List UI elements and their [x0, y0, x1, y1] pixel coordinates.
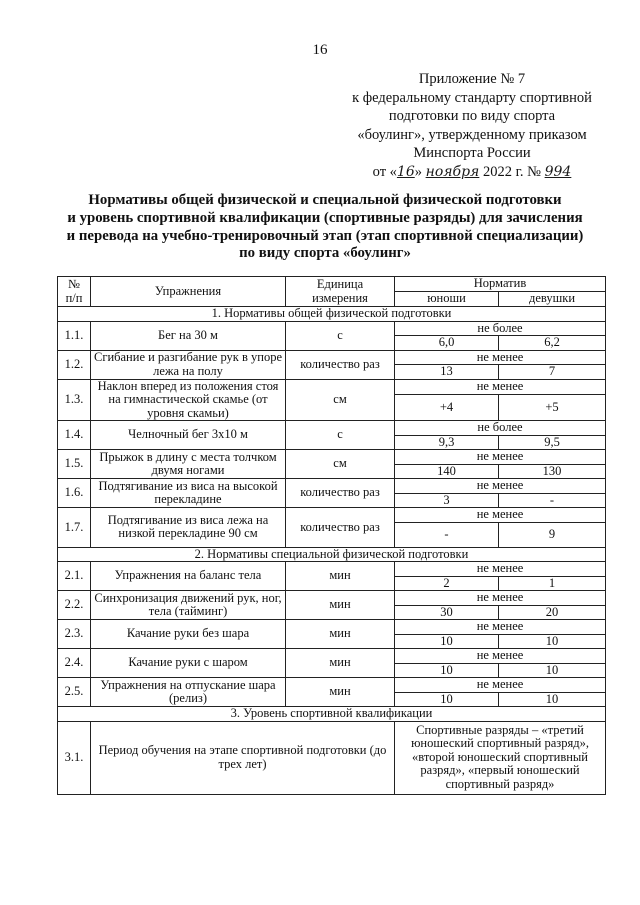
unit-cell: количество раз [286, 508, 395, 548]
girls-value: +5 [499, 394, 606, 420]
table-row [58, 450, 606, 465]
header-unit-line-1: Единица [316, 277, 364, 291]
exercise-name: Бег на 30 м [91, 321, 286, 350]
unit-cell: с [286, 421, 395, 450]
boys-value: - [395, 522, 499, 547]
header-num-line-1: № [68, 277, 80, 291]
row-number: 3.1. [58, 721, 91, 794]
exercise-name: Упражнения на баланс тела [91, 562, 286, 591]
table-row [58, 620, 606, 635]
header-norm: Норматив [395, 277, 606, 292]
girls-value: 9,5 [499, 435, 606, 450]
title-line-2: и уровень спортивной квалификации (спортивные разряды) для зачисления [67, 209, 583, 226]
row-number: 1.5. [58, 450, 91, 479]
title-line-3: и перевода на учебно-тренировочный этап (этап спортивной специализации) [66, 227, 584, 244]
header-exercise: Упражнения [91, 277, 286, 307]
appendix-line-3: подготовки по виду спорта [388, 108, 556, 125]
norms-table [57, 276, 606, 795]
unit-cell: см [286, 450, 395, 479]
table-row [58, 379, 606, 394]
boys-value: +4 [395, 394, 499, 420]
title-line-4: по виду спорта «боулинг» [239, 245, 411, 262]
exercise-name: Качание руки с шаром [91, 649, 286, 678]
appendix-line-5: Минспорта России [413, 145, 531, 162]
girls-value: 10 [499, 634, 606, 649]
boys-value: 9,3 [395, 435, 499, 450]
handwritten-month: ноября [425, 163, 480, 180]
appendix-line-4: «боулинг», утвержденному приказом [357, 126, 587, 143]
table-row [58, 479, 606, 494]
exercise-name: Качание руки без шара [91, 620, 286, 649]
exercise-name: Упражнения на отпускание шара (релиз) [91, 678, 286, 707]
boys-value: 10 [395, 692, 499, 707]
unit-cell: мин [286, 562, 395, 591]
table-row [58, 562, 606, 577]
boys-value: 30 [395, 605, 499, 620]
girls-value: 10 [499, 663, 606, 678]
table-row [58, 721, 606, 794]
girls-value: 6,2 [499, 336, 606, 351]
girls-value: - [499, 493, 606, 508]
unit-cell: мин [286, 649, 395, 678]
section-row [58, 307, 606, 322]
norm-condition: не менее [395, 620, 606, 635]
table-row [58, 649, 606, 664]
unit-cell: мин [286, 620, 395, 649]
exercise-name: Прыжок в длину с места толчком двумя ногами [91, 450, 286, 479]
exercise-name: Челночный бег 3х10 м [91, 421, 286, 450]
norm-condition: не менее [395, 649, 606, 664]
norm-condition: не менее [395, 350, 606, 365]
section-2-title: 2. Нормативы специальной физической подготовки [58, 547, 606, 562]
row-number: 2.1. [58, 562, 91, 591]
exercise-name: Подтягивание из виса лежа на низкой перекладине 90 см [91, 508, 286, 548]
boys-value: 6,0 [395, 336, 499, 351]
table-row [58, 591, 606, 606]
exercise-name: Синхронизация движений рук, ног, тела (тайминг) [91, 591, 286, 620]
header-num [58, 277, 91, 307]
row-number: 2.2. [58, 591, 91, 620]
header-boys: юноши [395, 292, 499, 307]
unit-cell: с [286, 321, 395, 350]
unit-cell: см [286, 379, 395, 421]
exercise-name: Наклон вперед из положения стоя на гимнастической скамье (от уровня скамьи) [91, 379, 286, 421]
exercise-name: Подтягивание из виса на высокой перекладине [91, 479, 286, 508]
girls-value: 20 [499, 605, 606, 620]
row-number: 1.2. [58, 350, 91, 379]
order-date-line [330, 163, 614, 182]
appendix-header [330, 70, 614, 182]
girls-value: 9 [499, 522, 606, 547]
boys-value: 2 [395, 576, 499, 591]
boys-value: 10 [395, 663, 499, 678]
unit-cell: количество раз [286, 479, 395, 508]
unit-cell: количество раз [286, 350, 395, 379]
norm-condition: не менее [395, 591, 606, 606]
girls-value: 130 [499, 464, 606, 479]
appendix-line-2: к федеральному стандарту спортивной [352, 89, 592, 106]
row-number: 1.6. [58, 479, 91, 508]
header-unit [286, 277, 395, 307]
boys-value: 10 [395, 634, 499, 649]
table-row [58, 678, 606, 693]
table-row [58, 321, 606, 336]
exercise-name: Сгибание и разгибание рук в упоре лежа на полу [91, 350, 286, 379]
qualification-ranks: Спортивные разряды – «третий юношеский спортивный разряд», «второй юношеский спортивный разряд», «первый юношеский спортивный разряд» [395, 721, 606, 794]
table-row [58, 350, 606, 365]
table-row [58, 421, 606, 436]
page-number: 16 [312, 42, 328, 58]
norm-condition: не менее [395, 379, 606, 394]
header-girls: девушки [499, 292, 606, 307]
girls-value: 1 [499, 576, 606, 591]
norm-condition: не менее [395, 678, 606, 693]
row-number: 1.3. [58, 379, 91, 421]
norm-condition: не менее [395, 562, 606, 577]
document-title [40, 192, 610, 263]
norm-condition: не менее [395, 450, 606, 465]
date-year: 2022 г. № [482, 163, 541, 180]
row-number: 1.4. [58, 421, 91, 450]
row-number: 2.3. [58, 620, 91, 649]
row-number: 1.7. [58, 508, 91, 548]
norm-condition: не более [395, 321, 606, 336]
date-prefix: от « [372, 163, 397, 180]
girls-value: 7 [499, 365, 606, 380]
unit-cell: мин [286, 591, 395, 620]
title-line-1: Нормативы общей физической и специальной физической подготовки [88, 192, 562, 208]
row-number: 2.4. [58, 649, 91, 678]
qualification-period: Период обучения на этапе спортивной подготовки (до трех лет) [91, 721, 395, 794]
section-row [58, 547, 606, 562]
section-row [58, 707, 606, 722]
header-row [58, 277, 606, 292]
unit-cell: мин [286, 678, 395, 707]
norm-condition: не менее [395, 508, 606, 523]
handwritten-order-number: 994 [544, 163, 572, 180]
boys-value: 3 [395, 493, 499, 508]
row-number: 2.5. [58, 678, 91, 707]
header-num-line-2: п/п [65, 290, 83, 305]
boys-value: 140 [395, 464, 499, 479]
date-day-close: » [414, 163, 422, 180]
boys-value: 13 [395, 365, 499, 380]
section-1-title: 1. Нормативы общей физической подготовки [58, 307, 606, 322]
norm-condition: не более [395, 421, 606, 436]
table-row [58, 508, 606, 523]
norm-condition: не менее [395, 479, 606, 494]
row-number: 1.1. [58, 321, 91, 350]
section-3-title: 3. Уровень спортивной квалификации [58, 707, 606, 722]
appendix-line-1: Приложение № 7 [418, 71, 526, 87]
header-unit-line-2: измерения [312, 290, 368, 305]
girls-value: 10 [499, 692, 606, 707]
handwritten-day: 16 [396, 163, 415, 180]
